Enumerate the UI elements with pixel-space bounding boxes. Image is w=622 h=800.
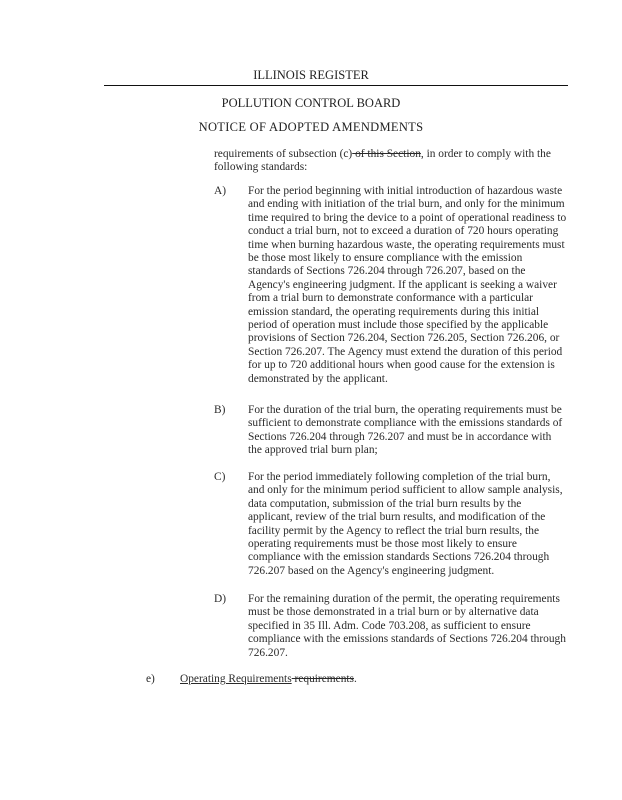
intro-text-a: requirements of subsection (c) [214, 148, 353, 160]
header-rule [104, 85, 568, 86]
section-e-end: . [353, 673, 357, 685]
section-e-underlined: Operating Requirements [180, 673, 292, 685]
item-text: For the remaining duration of the permit, the operating requirements must be those demonstrated in a trial burn or by alternative data specified in 35 Ill. Adm. Code 703.208, as sufficient to ensure compliance with the emissions standards of Sections 726.204 through 726.207. [248, 593, 566, 659]
intro-strike: of this Section [352, 148, 421, 160]
item-text: For the duration of the trial burn, the operating requirements must be sufficient to demonstrate compliance with the emissions standards of Sections 726.204 through 726.207 and must be in accordance with the approved trial burn plan; [248, 404, 563, 457]
section-e-heading [180, 673, 357, 686]
register-title: ILLINOIS REGISTER [253, 68, 369, 82]
item-label: C) [214, 471, 226, 483]
intro-paragraph [214, 148, 568, 175]
section-e-strike: requirements [291, 673, 354, 685]
item-text: For the period beginning with initial introduction of hazardous waste and ending with initiation of the trial burn, and only for the minimum time required to bring the device to a point of operational readiness to conduct a trial burn, not to exceed a duration of 720 hours operating time when burning hazardous waste, the operating requirements must be those most likely to ensure compliance with the emission standards of Sections 726.204 through 726.207, based on the Agency's engineering judgment. If the applicant is seeking a waiver from a trial burn to demonstrate conformance with a particular emission standard, the operating requirements during this initial period of operation must include those specified by the applicable provisions of Section 726.204, Section 726.205, Section 726.206, or Section 726.207. The Agency must extend the duration of this period for up to 720 additional hours when good cause for the extension is demonstrated by the applicant. [248, 185, 567, 385]
item-label: B) [214, 404, 226, 416]
item-label: A) [214, 185, 227, 197]
board-title: POLLUTION CONTROL BOARD [221, 96, 401, 110]
section-e-label: e) [146, 673, 155, 685]
notice-title: NOTICE OF ADOPTED AMENDMENTS [198, 120, 424, 134]
intro-text-b: , in order to comply with the following standards: [214, 148, 551, 174]
item-label: D) [214, 593, 227, 605]
item-text: For the period immediately following completion of the trial burn, and only for the minimum period sufficient to allow sample analysis, data computation, submission of the trial burn results by the applicant, review of the trial burn results, and modification of the facility permit by the Agency to reflect the trial burn results, the operating requirements must be those most likely to ensure compliance with the emission standards Sections 726.204 through 726.207 based on the Agency's engineering judgment. [248, 471, 563, 577]
